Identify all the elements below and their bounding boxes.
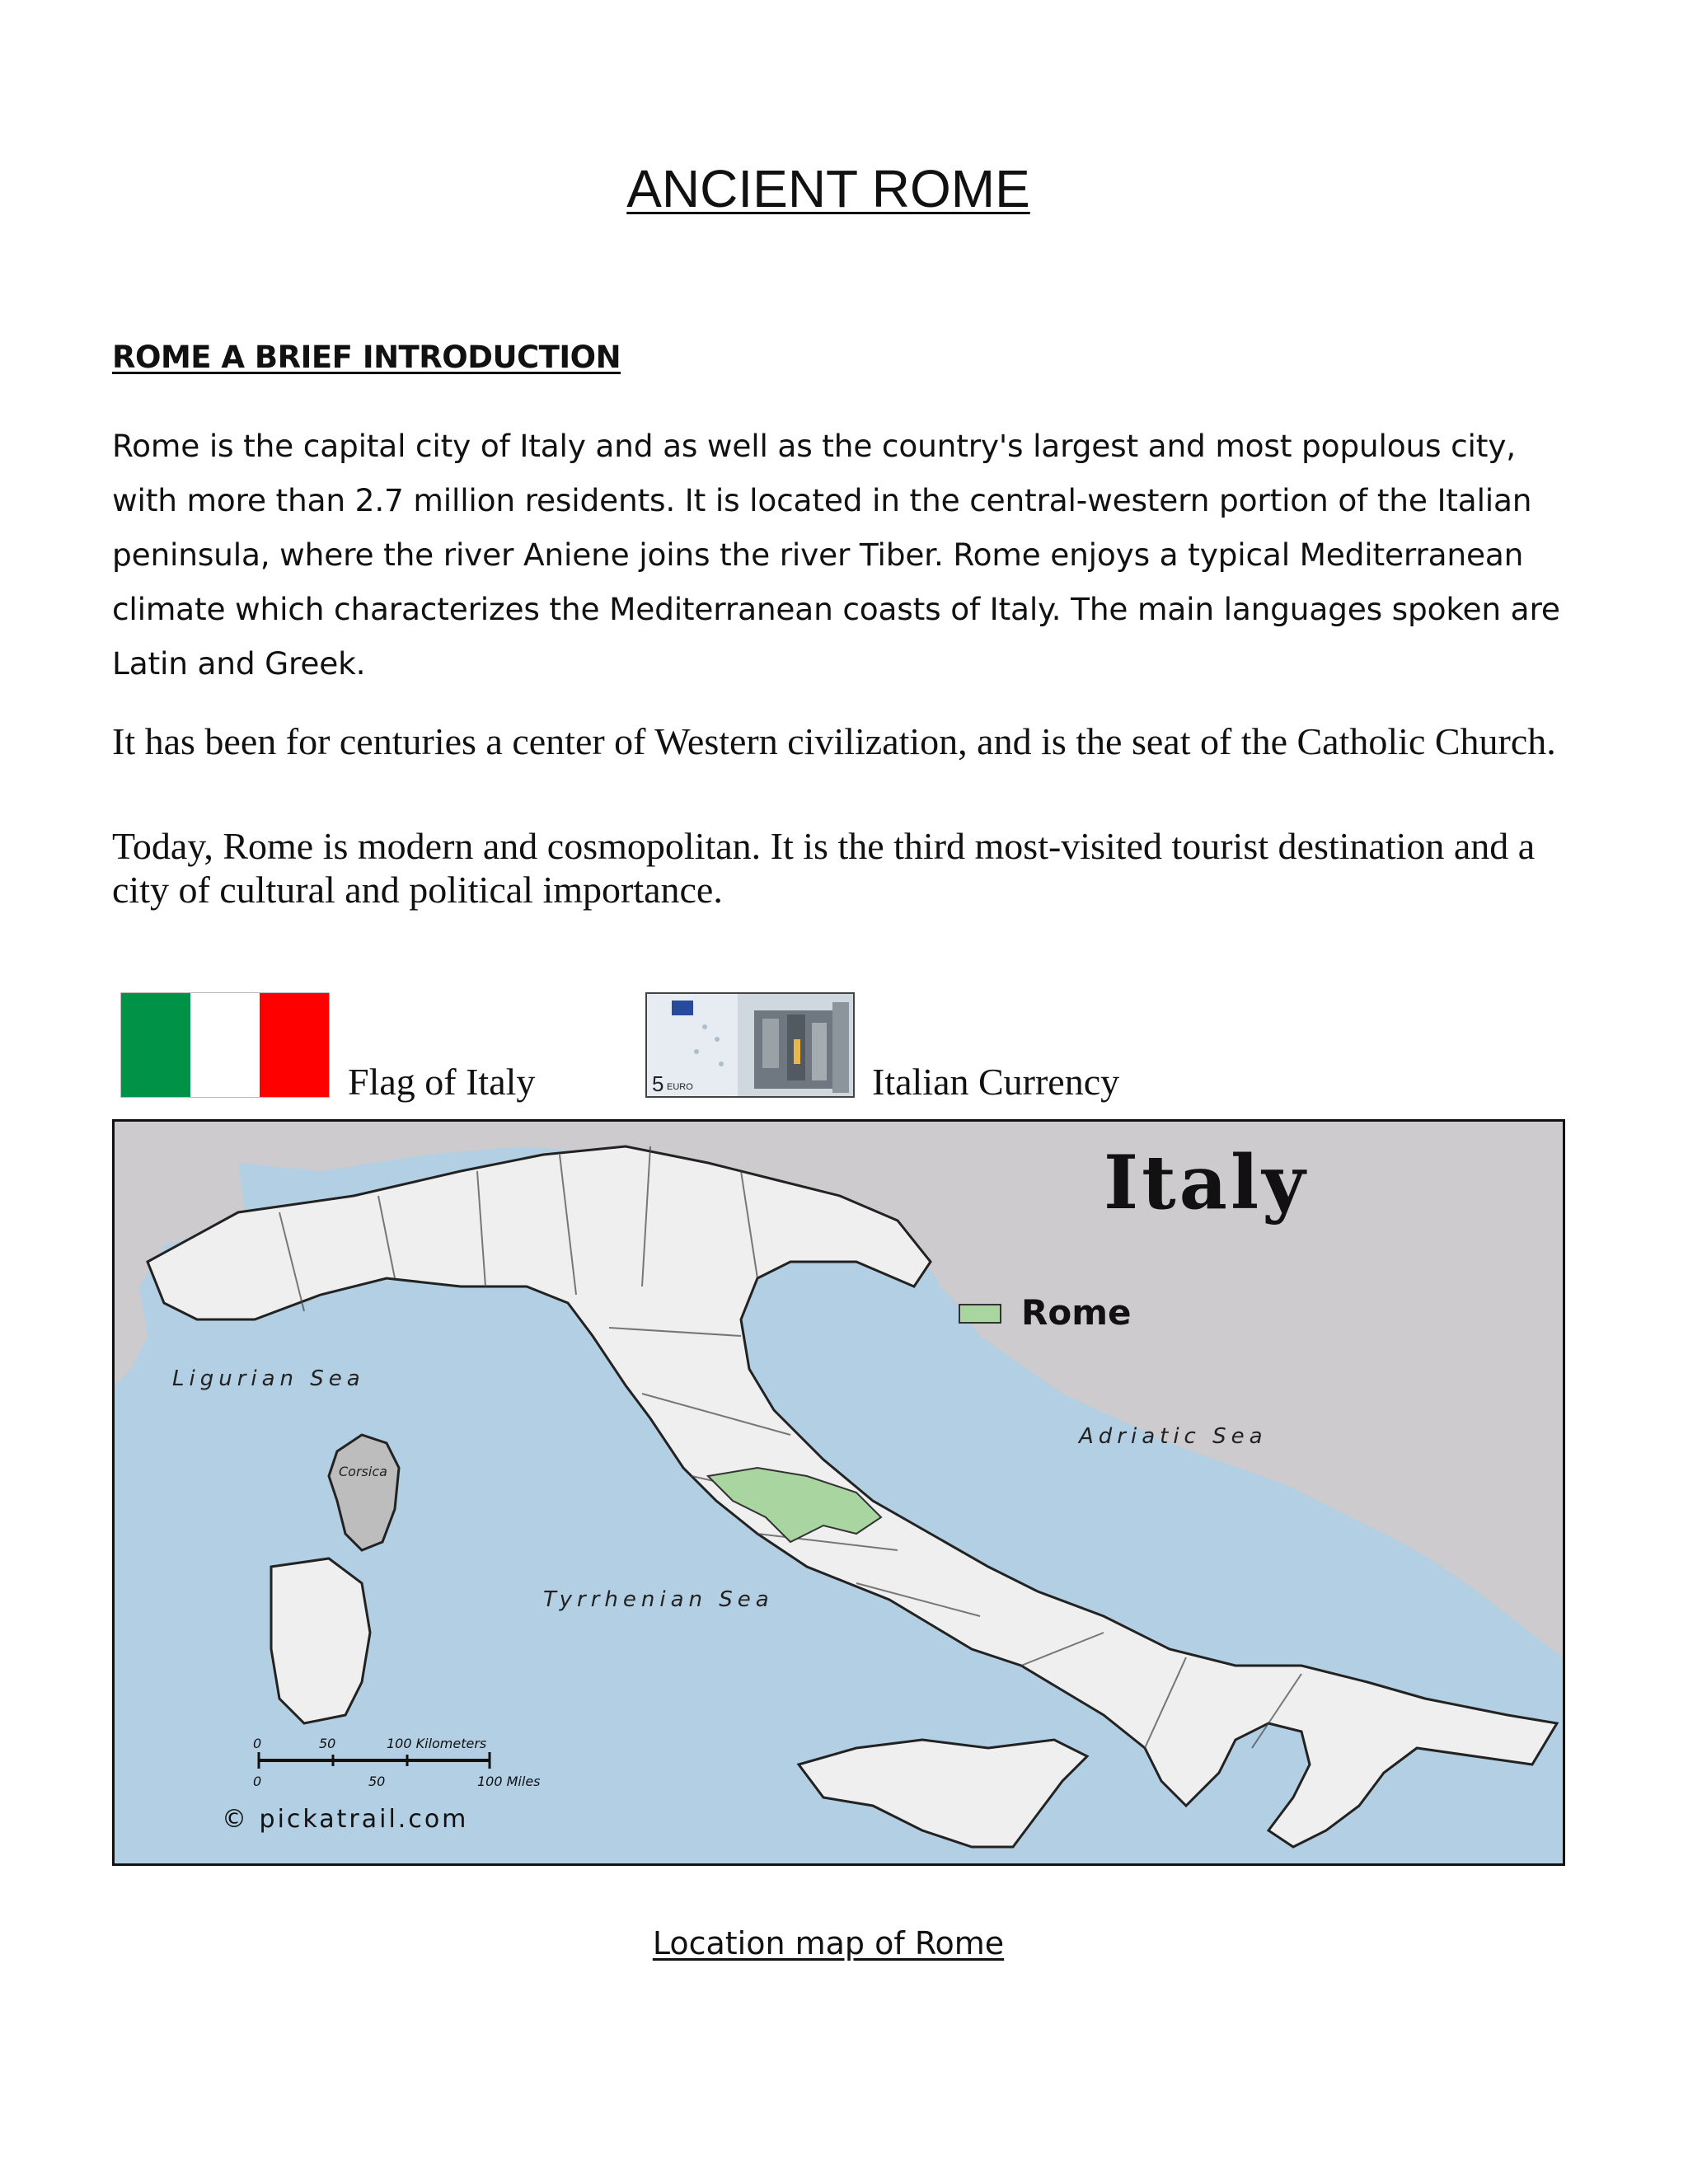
flag-stripe-white xyxy=(190,993,260,1097)
map-caption: Location map of Rome xyxy=(652,1925,1005,1961)
map-illustration xyxy=(115,1122,1563,1863)
note-label-text: EURO xyxy=(667,1082,693,1092)
scale-mi-100: 100 Miles xyxy=(477,1774,541,1789)
flag-stripe-green xyxy=(121,993,190,1097)
sea-label-adriatic: Adriatic Sea xyxy=(1079,1424,1268,1449)
island-label-corsica: Corsica xyxy=(339,1464,387,1479)
scale-mi-50: 50 xyxy=(368,1774,386,1789)
page-title: ANCIENT ROME xyxy=(626,159,1030,218)
scale-km-0: 0 xyxy=(253,1736,262,1751)
euro-banknote-illustration xyxy=(647,994,853,1096)
section-heading: ROME A BRIEF INTRODUCTION xyxy=(112,340,621,375)
currency-caption: Italian Currency xyxy=(872,1061,1120,1103)
scale-mi-0: 0 xyxy=(253,1774,262,1789)
note-value-text: 5 xyxy=(652,1071,664,1096)
sea-label-tyrrhenian: Tyrrhenian Sea xyxy=(543,1587,774,1612)
currency-note-image xyxy=(645,992,855,1098)
flag-caption: Flag of Italy xyxy=(348,1061,536,1103)
sea-label-ligurian: Ligurian Sea xyxy=(172,1366,365,1391)
scale-km-50: 50 xyxy=(319,1736,336,1751)
paragraph-modern-rome: Today, Rome is modern and cosmopolitan. It is the third most-visited tourist destination and a city of cultural and political importance. xyxy=(112,825,1536,911)
italy-location-map xyxy=(112,1119,1565,1866)
scale-km-100: 100 Kilometers xyxy=(387,1736,487,1751)
italy-flag-image xyxy=(120,992,330,1098)
paragraph-western-civilization: It has been for centuries a center of Western civilization, and is the seat of the Catholic Church. xyxy=(112,720,1556,762)
intro-paragraph: Rome is the capital city of Italy and as well as the country's largest and most populous city, with more than 2.7 million residents. It is located in the central-western portion of the Italian peninsula, where the river Aniene joins the river Tiber. Rome enjoys a typical Mediterranean climate which characterizes the Mediterranean coasts of Italy. The main languages spoken are Latin and Greek. xyxy=(112,428,1560,682)
flag-stripe-red xyxy=(260,993,329,1097)
rome-marker-label: Rome xyxy=(1021,1292,1132,1333)
map-credit: © pickatrail.com xyxy=(222,1805,469,1834)
rome-marker-swatch xyxy=(959,1305,1001,1323)
map-title: Italy xyxy=(1104,1139,1309,1226)
